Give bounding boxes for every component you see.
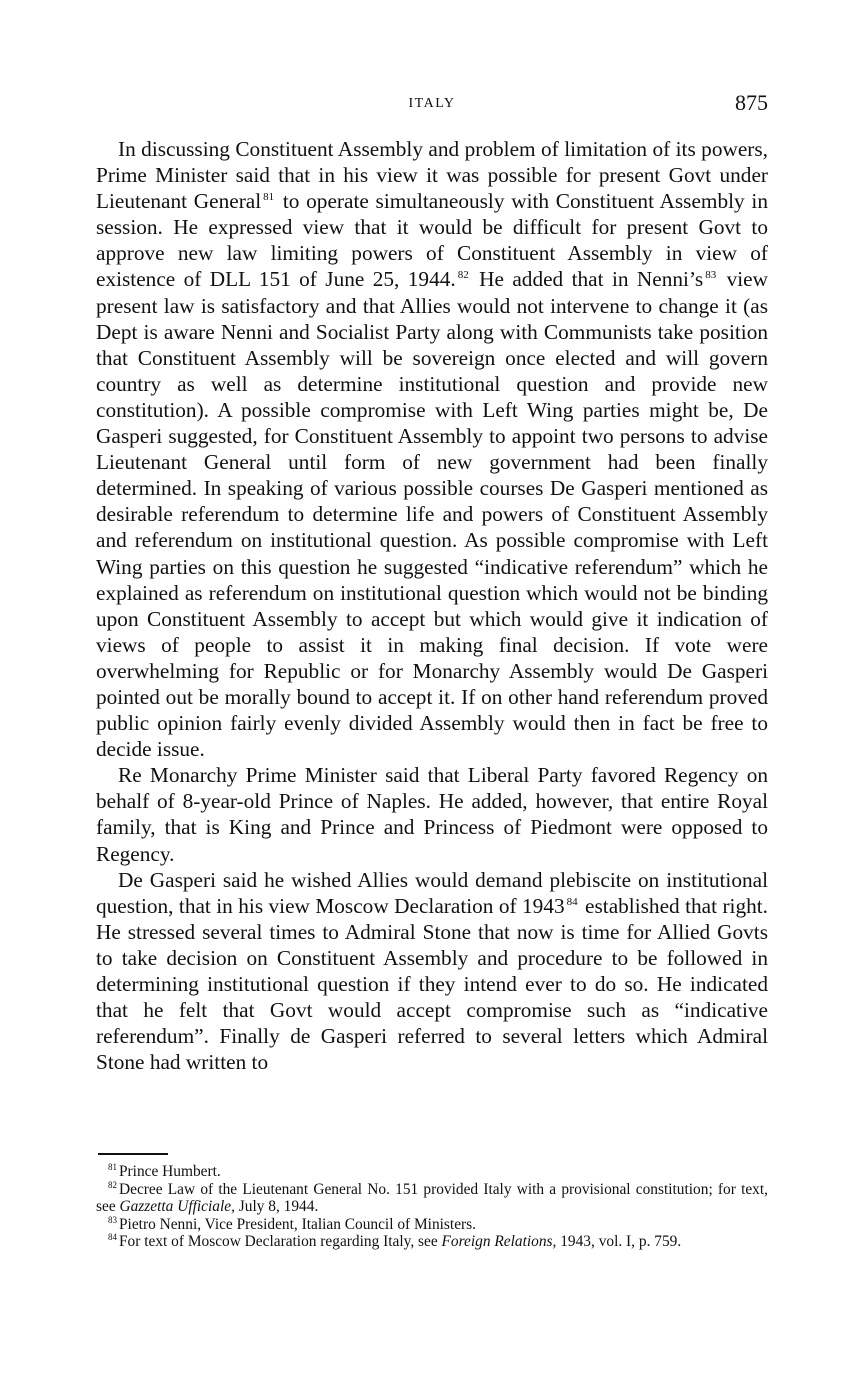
footnote-ref-84: 84 — [566, 895, 578, 908]
footnote-82-mark: 82 — [108, 1179, 117, 1190]
running-head — [96, 92, 768, 118]
paragraph-1-text-d: view present law is satisfactory and that Allies would not intervene to change it (as Dept is aware Nenni and Socialist Party along with Communists take position that Constituent Assembly will be sovereign once elected and will govern country as well as determine institutional question and provide new constitution). A possible compromise with Left Wing parties might be, De Gasperi suggested, for Constituent Assembly to appoint two persons to advise Lieutenant General until form of new government had been finally determined. In speaking of various possible courses De Gasperi mentioned as desirable referendum to determine life and powers of Constituent Assembly and referendum on institutional question. As possible compromise with Left Wing parties on this question he suggested “indicative referendum” which he explained as referendum on institutional question which would not be binding upon Constituent Assembly to accept but which would give it indication of views of people to assist it in making final decision. If vote were overwhelming for Republic or for Monarchy Assembly would De Gasperi pointed out be morally bound to accept it. If on other hand referendum proved public opinion fairly evenly divided Assembly would then in fact be free to decide issue. — [96, 267, 768, 762]
footnote-83-mark: 83 — [108, 1214, 117, 1225]
paragraph-2: Re Monarchy Prime Minister said that Liberal Party favored Regency on behalf of 8-year-old Prince of Naples. He added, however, that entire Royal family, that is King and Prince and Princess of Piedmont were opposed to Regency. — [96, 763, 768, 866]
footnote-81 — [96, 1163, 768, 1181]
paragraph-1-text-a: In discussing Constituent Assembly and problem of limitation of its powers, Prime Minister said that in his view it was possible for present Govt under Lieutenant General — [96, 137, 768, 214]
footnote-83-text: Pietro Nenni, Vice President, Italian Council of Ministers. — [119, 1215, 476, 1233]
paragraph-3-text-a: De Gasperi said he wished Allies would demand plebiscite on institutional question, that in his view Moscow Declaration of 1943 — [96, 867, 768, 918]
footnote-divider — [98, 1153, 168, 1155]
footnote-83 — [96, 1216, 768, 1234]
running-title: ITALY — [408, 96, 456, 111]
footnotes — [96, 1163, 768, 1251]
footnote-ref-82: 82 — [457, 269, 469, 282]
paragraph-3-text-b: established that right. He stressed several times to Admiral Stone that now is time for Allied Govts to take decision on Constituent Assembly and procedure to be followed in determining institutional question if they intend ever to do so. He indicated that he felt that Govt would accept compromise such as “indicative referendum”. Finally de Gasperi referred to several letters which Admiral Stone had written to — [96, 893, 768, 1075]
footnote-84 — [96, 1233, 768, 1251]
footnote-81-text: Prince Humbert. — [119, 1163, 221, 1180]
paragraph-3 — [96, 867, 768, 1076]
footnote-82-text-end: July 8, 1944. — [234, 1198, 319, 1216]
paragraph-1 — [96, 136, 768, 762]
footnote-ref-83: 83 — [705, 269, 717, 282]
body-text — [96, 136, 768, 1075]
page-number: 875 — [735, 90, 768, 115]
footnote-84-mark: 84 — [108, 1232, 117, 1243]
paragraph-1-text-b: to operate simultaneously with Constituent Assembly in session. He expressed view that it would be difficult for present Govt to approve new law limiting powers of Constituent Assembly in view of existence of DLL 151 of June 25, 1944. — [96, 189, 768, 292]
footnote-84-text: For text of Moscow Declaration regarding Italy, see — [119, 1233, 442, 1251]
footnote-82 — [96, 1181, 768, 1216]
footnote-82-text: Decree Law of the Lieutenant General No. 151 provided Italy with a provisional constitution; for text, see — [96, 1180, 768, 1216]
footnote-84-italic: Foreign Relations, — [441, 1233, 557, 1251]
footnote-81-mark: 81 — [108, 1162, 117, 1172]
footnote-ref-81: 81 — [263, 191, 275, 204]
footnote-84-text-end: 1943, vol. I, p. 759. — [556, 1233, 682, 1251]
footnote-82-italic: Gazzetta Ufficiale, — [119, 1198, 235, 1216]
paragraph-1-text-c: He added that in Nenni’s — [470, 267, 704, 292]
